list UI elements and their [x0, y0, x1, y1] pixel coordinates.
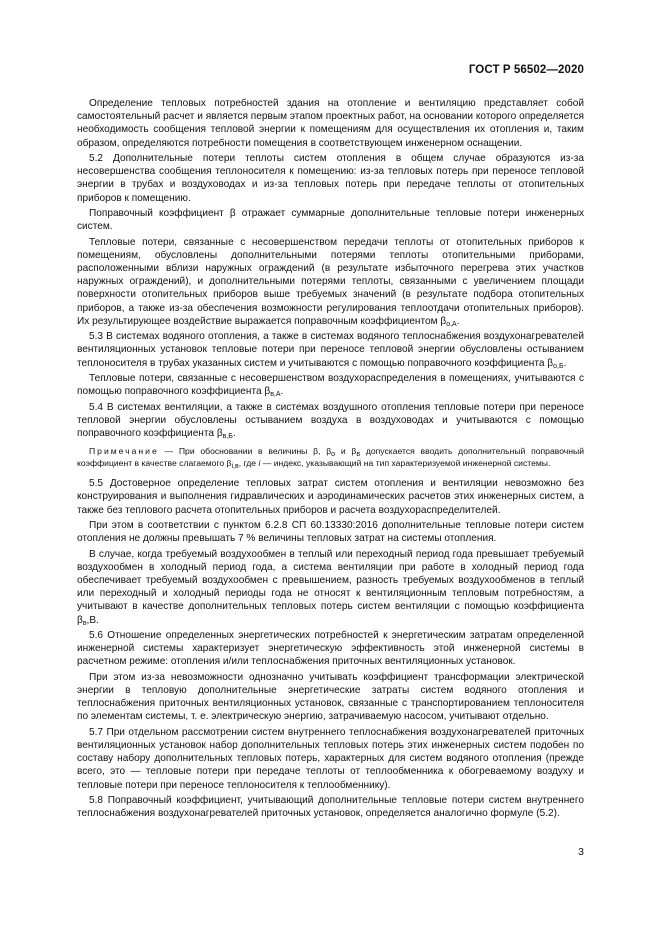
paragraph-text: 5.4 В системах вентиляции, а также в системах воздушного отопления тепловые потери при переносе тепловой энергии обусловлены остыванием воздуха в воздуховодах и учитываются с помощью поправочного коэффициента β [77, 401, 584, 439]
paragraph-text: . [563, 357, 567, 369]
paragraph: При этом из-за невозможности однозначно учитывать коэффициент трансформации электрической энергии в тепловую дополнительные энергетические затраты систем водяного отопления и теплоснабжения приточных вентиляционных установок, связанные с транспортированием теплоносителя по элементам системы, т. е. электрическую энергию, затрачиваемую насосом, учитывают отдельно. [77, 671, 584, 723]
paragraph-text: В случае, когда требуемый воздухообмен в теплый или переходный период года превышает требуемый воздухообмен в холодный период года, а система вентиляции при работе в холодный период года обеспечивает требуемый воздухообмен с превышением, разность требуемых воздухообменов в теплый или переходный и холодный периоды года не относят к вентиляционным тепловым потребностям, а учитывают в качестве дополнительных тепловых потерь систем вентиляции с помощью коэффициента β [77, 548, 584, 626]
subscript: i,в [231, 462, 239, 470]
note-text: допускается вводить дополнительный поправочный коэффициент в качестве слагаемого β [77, 446, 584, 468]
note-text: и β [335, 446, 357, 457]
paragraph: 5.2 Дополнительные потери теплоты систем отопления в общем случае образуются из-за несовершенства сообщения теплоносителя к помещению: из-за тепловых потерь при переносе тепловой энергии в трубах и воздуховодах и из-за тепловых потерь при передаче теплоты от отопительных приборов к помещению. [77, 153, 584, 204]
subscript: о,А [446, 320, 457, 328]
paragraph [77, 330, 584, 370]
paragraph: 5.8 Поправочный коэффициент, учитывающий дополнительные тепловые потери систем внутреннего теплоснабжения воздухонагревателей приточных установок, определяется аналогично формуле (5.2). [77, 795, 584, 820]
paragraph: Определение тепловых потребностей здания на отопление и вентиляцию представляет собой самостоятельный расчет и является первым этапом проектных работ, на основании которого определяется необходимость сообщения тепловой энергии к помещениям для осуществления их отопления и, таким образом, определяются потребности помещения в соответствующем инженерном оснащении. [77, 98, 584, 149]
paragraph [77, 401, 584, 441]
paragraph: При этом в соответствии с пунктом 6.2.8 СП 60.13330:2016 дополнительные тепловые потери систем отопления не должны превышать 7 % величины тепловых затрат на системы отопления. [77, 520, 584, 545]
subscript: о [331, 451, 336, 459]
paragraph: 5.7 При отдельном рассмотрении систем внутреннего теплоснабжения воздухонагревателей приточных вентиляционных установок набор дополнительных тепловых потерь этих инженерных систем подобен по составу набору дополнительных тепловых потерь, характерных для систем водяного отопления (прежде всего, это — тепловые потери при передаче теплоты от теплообменника к обогреваемому воздуху и тепловые потери при переносе теплоносителя к теплообменнику). [77, 726, 584, 791]
paragraph-text: . [456, 315, 460, 327]
page-number: 3 [578, 846, 584, 858]
document-id-header: ГОСТ Р 56502—2020 [468, 64, 584, 76]
paragraph-text: . [280, 386, 284, 398]
note-text: — При обосновании в величины β, β [158, 446, 332, 457]
paragraph-text: Тепловые потери, связанные с несовершенством передачи теплоты от отопительных приборов к помещениям, обусловлены дополнительными потерями теплоты отопительными приборами, расположенными вблизи наружных ограждений (в результате избыточного перегрева этих участков наружных ограждений), и дополнительными потерями теплоты, связанными с увеличением площади поверхности отопительных приборов выше требуемых значений (в результате подбора отопительных приборов, а также из-за обеспечения возможности регулирования теплоотдачи отопительных приборов). Их результирующее воздействие выражается поправочным коэффициентом β [77, 236, 584, 327]
paragraph [77, 548, 584, 627]
paragraph [77, 236, 584, 328]
note-label: Примечание [89, 446, 159, 457]
note-text: — индекс, указывающий на тип характеризуемой инженерной системы. [260, 457, 551, 468]
subscript: в [356, 451, 361, 459]
subscript: в,Б [222, 433, 233, 440]
note-index-symbol: i [258, 457, 261, 468]
subscript: в,А [270, 391, 281, 399]
paragraph-text: . [232, 428, 236, 439]
paragraph-text: 5.3 В системах водяного отопления, а также в системах водяного теплоснабжения воздухонагревателей вентиляционных установок тепловые потери при переносе тепловой энергии обусловлены остыванием теплоносителя в трубах указанных систем и учитываются с помощью поправочного коэффициента β [77, 331, 584, 369]
paragraph: Поправочный коэффициент β отражает суммарные дополнительные тепловые потери инженерных систем. [77, 208, 584, 233]
document-body [77, 97, 584, 823]
paragraph-text: Тепловые потери, связанные с несовершенством воздухораспределения в помещениях, учитываются с помощью поправочного коэффициента β [77, 373, 584, 398]
paragraph: 5.6 Отношение определенных энергетических потребностей к энергетическим затратам определенной инженерной системы характеризует энергетическую эффективность этой инженерной системы в расчетном режиме: отопления и/или теплоснабжения приточных вентиляционных установок. [77, 630, 584, 668]
subscript: о,Б [553, 362, 564, 370]
note-paragraph [77, 446, 584, 469]
subscript: в [82, 619, 87, 627]
paragraph [77, 372, 584, 398]
paragraph-text: ,В. [86, 614, 99, 626]
note-text: , где [238, 457, 259, 468]
paragraph: 5.5 Достоверное определение тепловых затрат систем отопления и вентиляции невозможно без конструирования и выполнения гидравлических и аэродинамических расчетов этих инженерных систем, а также без теплового расчета отопительных приборов и расчета воздухораспределителей. [77, 478, 584, 516]
